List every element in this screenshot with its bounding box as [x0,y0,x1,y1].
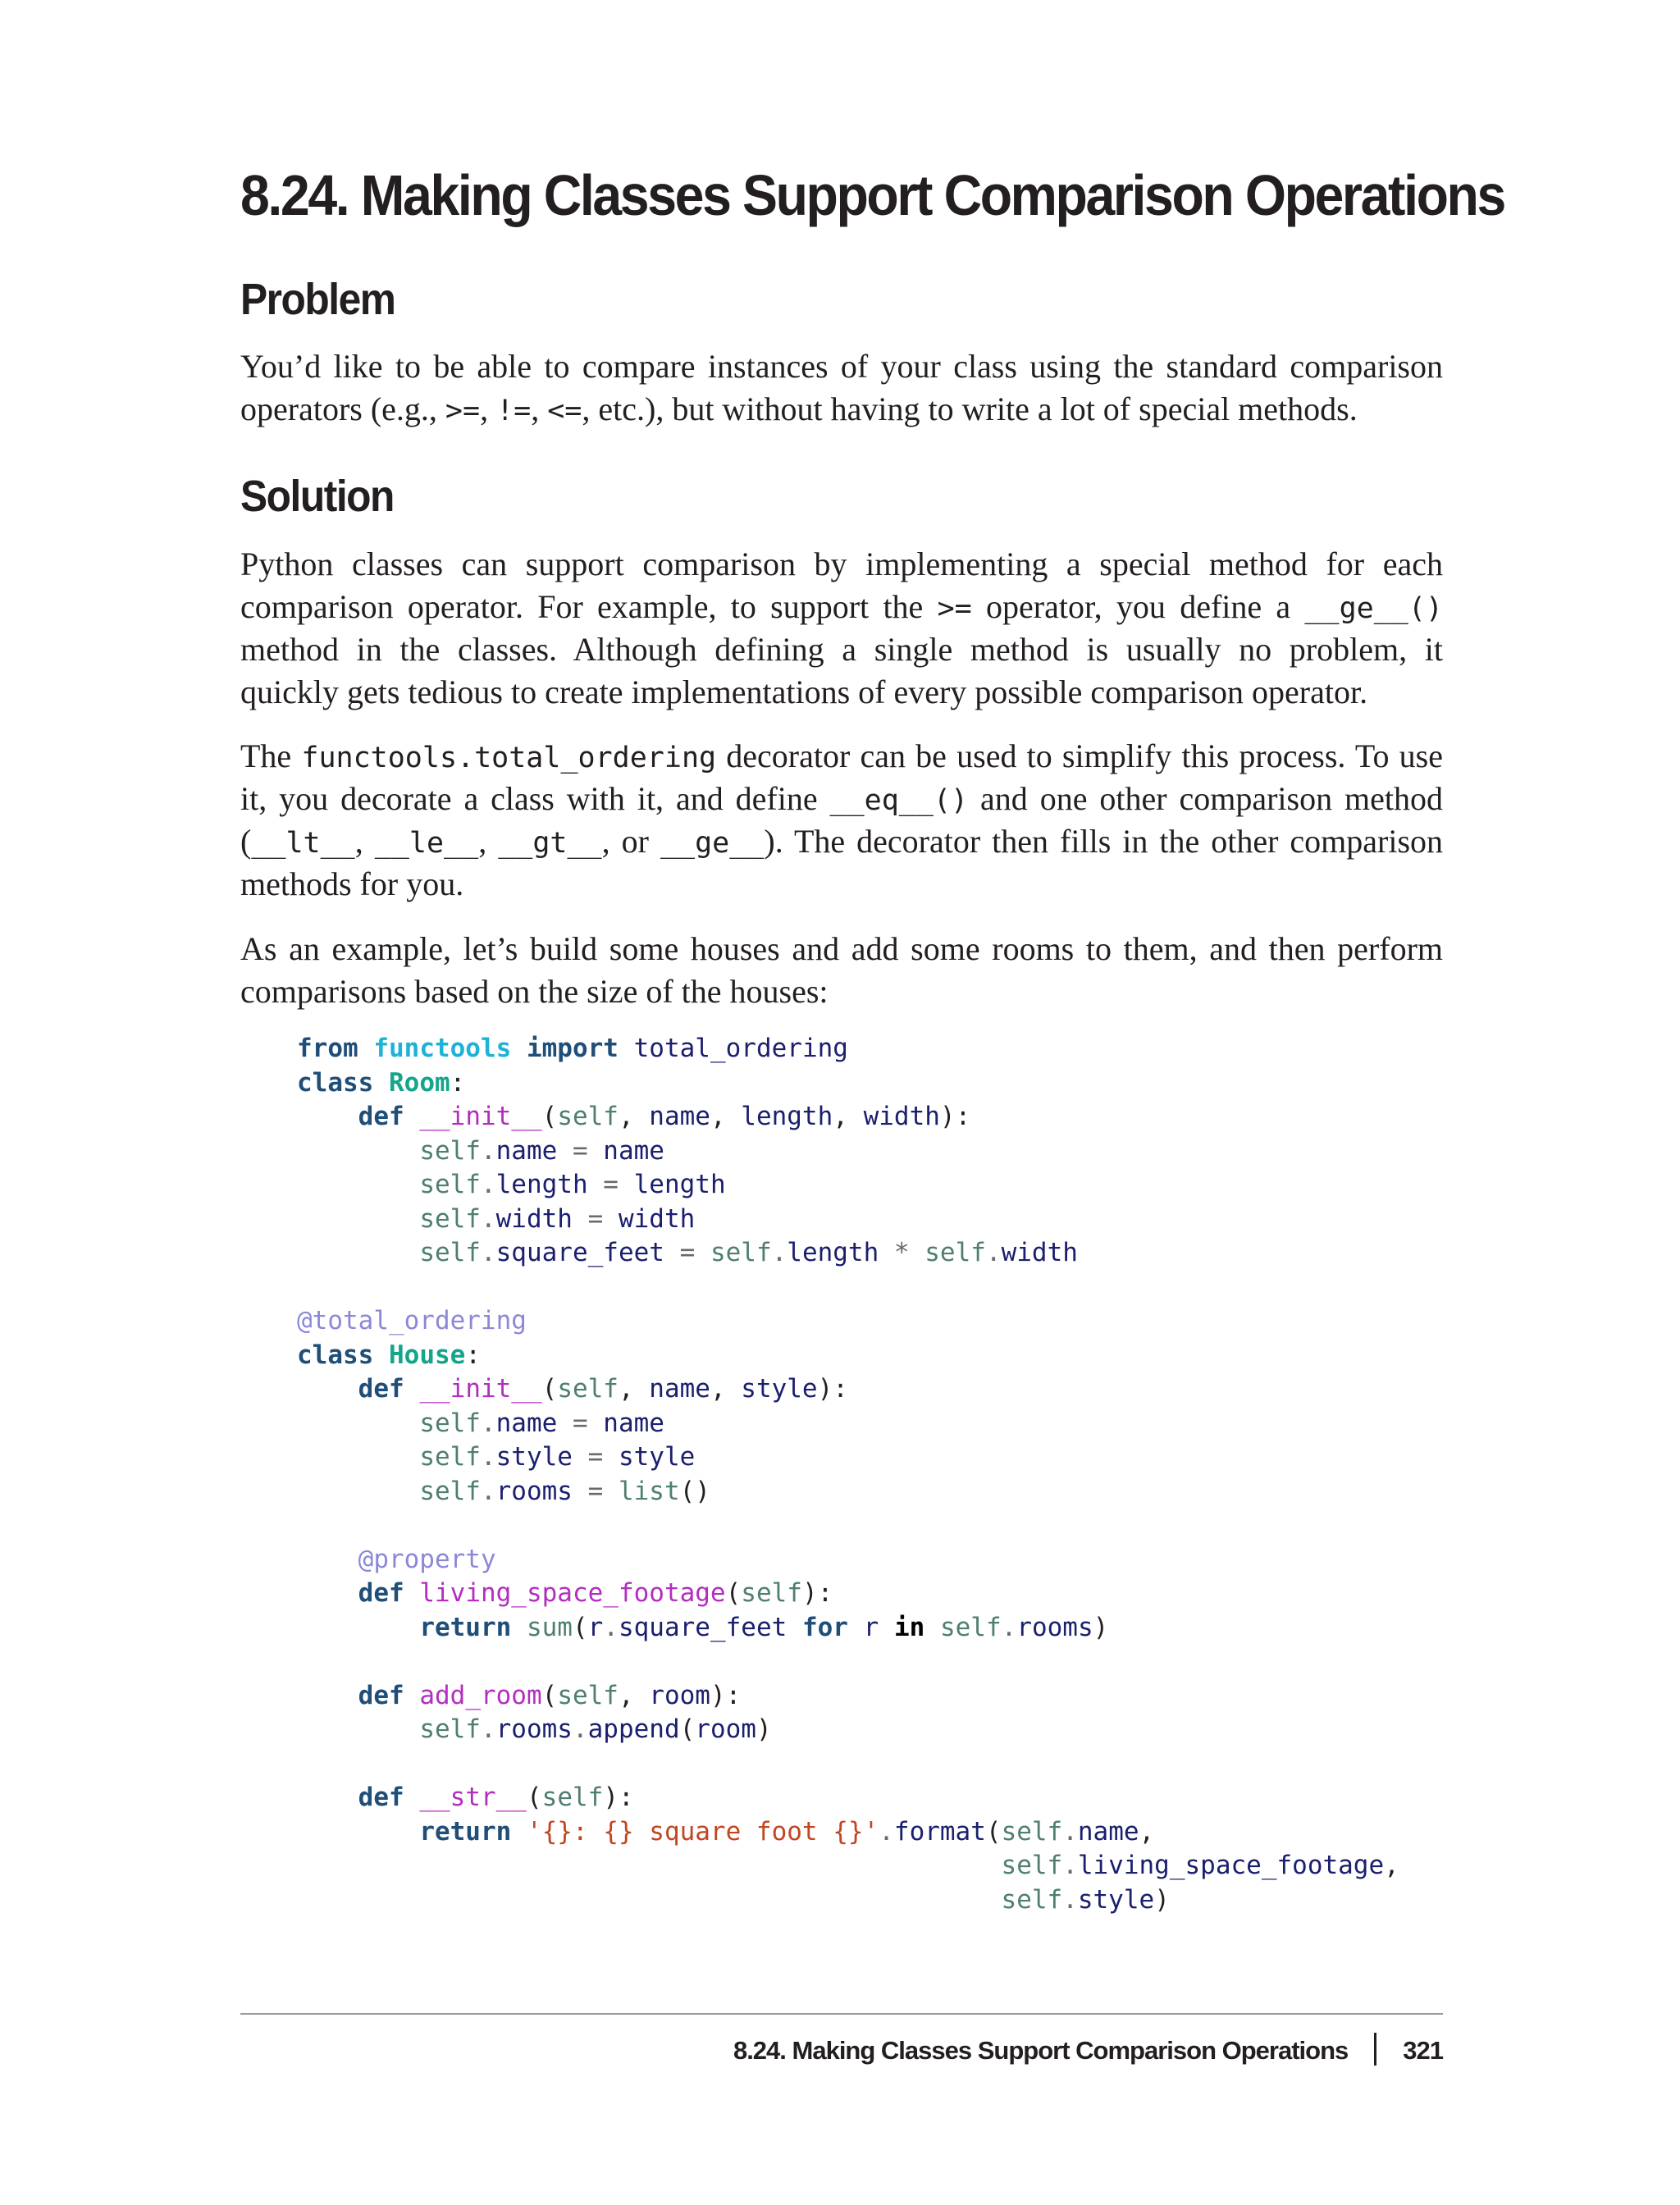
code-token: rooms [495,1476,573,1506]
code-token: . [1062,1884,1078,1915]
text-line [240,735,1443,778]
code-line [297,1815,1399,1850]
code-line [297,1372,1399,1407]
code-token: ( [541,1102,558,1131]
code-token: = [587,1170,634,1199]
code-token: ): [801,1578,833,1608]
text-run: method in the classes. Although defining a single method is usually no problem, it [240,631,1443,668]
code-token: square_feet [618,1612,788,1642]
code-token: from [297,1034,358,1063]
solution-heading: Solution [240,472,394,521]
code-line [297,1781,1399,1815]
text-run: it, you decorate a class with it, and define [240,780,830,817]
code-token: ) [1154,1884,1170,1915]
text-run: , or [601,823,660,860]
code-token: r [863,1612,879,1642]
code-token: = [664,1238,710,1267]
text-run: comparison operator. For example, to support the [240,588,938,625]
code-token: self [939,1612,1002,1642]
code-token: self [541,1783,604,1812]
text-line [240,388,1443,431]
text-line [240,928,1443,970]
problem-heading: Problem [240,275,395,324]
code-token: , [833,1102,864,1131]
solution-paragraph-3 [240,928,1443,1013]
code-token: self [741,1578,802,1608]
code-token: sum [526,1612,573,1642]
text-run: operators (e.g., [240,390,445,427]
code-token [511,1613,527,1642]
code-token: self [419,1714,481,1744]
code-token: . [771,1238,788,1267]
code-token: () [679,1476,710,1506]
code-token [297,1613,419,1642]
text-line [240,820,1443,863]
text-run: , etc.), but without having to write a lot of special methods. [582,390,1358,427]
code-token: : [450,1067,466,1098]
code-token [297,1136,419,1166]
code-token: self [557,1102,619,1131]
code-token: width [495,1203,573,1234]
code-token [373,1340,389,1370]
code-token: ( [679,1714,696,1744]
code-token [297,1783,358,1812]
code-token [404,1578,420,1608]
code-line [297,1849,1399,1883]
code-token: square_feet [495,1238,664,1267]
page-number: 321 [1403,2036,1443,2065]
text-run: , [354,823,375,860]
code-line [297,1577,1399,1611]
code-token: import [526,1034,619,1063]
code-token: total_ordering [633,1034,848,1063]
code-token: ( [725,1578,742,1608]
code-token: . [1062,1851,1078,1880]
code-line [297,1304,1399,1339]
code-token: , [618,1102,650,1131]
code-token: return [419,1816,512,1847]
code-token: self [557,1374,619,1404]
code-token: self [924,1238,986,1267]
code-token: ) [756,1714,772,1744]
code-token: = [572,1442,619,1472]
code-token: r [587,1612,604,1642]
code-listing [297,1032,1399,1917]
code-token: @total_ordering [297,1306,527,1335]
code-line [297,1747,1399,1782]
code-token: ( [541,1374,558,1404]
code-token: for [801,1612,848,1642]
code-line [297,1100,1399,1134]
code-token: functools [373,1034,512,1063]
code-token: in [893,1612,925,1642]
code-token: ( [985,1816,1002,1847]
code-token: self [419,1203,481,1234]
code-line [297,1271,1399,1305]
code-token [297,1545,358,1574]
code-token: class [297,1067,374,1098]
code-token: , [1139,1816,1155,1847]
code-token: list [618,1476,680,1506]
code-token: def [358,1374,404,1404]
code-token: , [618,1680,650,1710]
code-token: ) [1093,1612,1109,1642]
code-token: : [465,1340,481,1370]
code-token: House [389,1340,466,1370]
solution-paragraph-2 [240,735,1443,906]
code-token: self [419,1408,481,1438]
code-token [373,1068,389,1098]
code-token: . [480,1476,496,1506]
text-line [240,778,1443,820]
code-token: style [618,1442,696,1472]
text-run: Python classes can support comparison by implementing a special method for each [240,546,1443,582]
code-line [297,1679,1399,1714]
code-token [297,1102,358,1131]
code-line [297,1713,1399,1747]
text-line [240,671,1443,714]
code-token: self [1001,1851,1063,1880]
problem-paragraph [240,345,1443,431]
text-line [240,543,1443,586]
footer-separator [1374,2033,1376,2066]
code-token [297,1442,419,1472]
code-token: '{}: {} square foot {}' [526,1816,879,1847]
code-token: , [710,1374,742,1404]
text-run: ). The decorator then fills in the other comparison [764,823,1444,860]
code-token: . [480,1238,496,1267]
text-run: The [240,737,302,774]
text-run: methods for you. [240,865,464,902]
code-token [511,1034,527,1063]
code-token: self [419,1238,481,1267]
code-token [297,1408,419,1438]
code-token: name [495,1135,558,1166]
code-token: class [297,1340,374,1370]
text-line [240,970,1443,1013]
code-line [297,1543,1399,1577]
text-run: As an example, let’s build some houses and add some rooms to them, and then perform [240,930,1443,967]
code-token: return [419,1612,512,1642]
code-token [297,1374,358,1404]
code-token: living_space_footage [1077,1851,1385,1880]
code-line [297,1440,1399,1475]
code-token [511,1817,527,1847]
text-run: You’d like to be able to compare instances of your class using the standard comparison [240,348,1443,385]
code-token: . [480,1203,496,1234]
code-token: , [710,1102,742,1131]
solution-paragraph-1 [240,543,1443,714]
text-run: comparisons based on the size of the houses: [240,973,829,1010]
running-head: 8.24. Making Classes Support Comparison Operations [733,2036,1349,2065]
inline-code: functools.total_ordering [301,742,717,774]
code-token: room [695,1714,756,1744]
code-token: Room [389,1067,450,1098]
code-token: style [1077,1884,1155,1915]
code-token [404,1102,420,1131]
code-token [879,1613,894,1642]
code-token [619,1034,634,1063]
code-token: , [1384,1851,1399,1880]
code-line [297,1339,1399,1373]
code-token: add_room [419,1680,542,1710]
text-line [240,586,1443,628]
text-line [240,628,1443,671]
code-token [297,1170,419,1199]
text-run: , [480,390,497,427]
code-token: __init__ [419,1102,542,1131]
code-token: self [1001,1816,1063,1847]
code-token: . [1001,1612,1017,1642]
code-token: . [480,1135,496,1166]
code-token: = [572,1476,619,1506]
code-token: def [358,1102,404,1131]
code-token [297,1851,1002,1880]
code-line [297,1066,1399,1101]
code-token: style [741,1374,818,1404]
code-token: style [495,1442,573,1472]
code-token: = [572,1203,619,1234]
code-token: ): [939,1102,971,1131]
code-line [297,1236,1399,1271]
code-token [404,1783,420,1812]
code-token: width [618,1203,696,1234]
code-token: self [419,1135,481,1166]
text-run: ( [240,823,252,860]
code-token [297,1578,358,1608]
code-token: format [893,1816,986,1847]
text-run: quickly gets tedious to create implementations of every possible comparison operator. [240,673,1368,710]
code-token: self [1001,1884,1063,1915]
code-token: rooms [495,1714,573,1744]
code-token: def [358,1578,404,1608]
code-line [297,1134,1399,1169]
code-line [297,1407,1399,1441]
code-token: ( [526,1783,542,1812]
text-run: decorator can be used to simplify this process. To use [716,737,1443,774]
code-token [924,1613,940,1642]
inline-code: != [496,395,532,427]
inline-code: __ge__ [660,827,765,860]
text-line [240,345,1443,388]
text-run: , [478,823,499,860]
code-token: living_space_footage [419,1578,726,1608]
code-line [297,1475,1399,1509]
code-token: name [649,1102,710,1131]
code-token: __str__ [419,1783,527,1812]
code-token: . [603,1612,619,1642]
inline-code: __ge__() [1304,592,1443,625]
code-token [404,1374,420,1404]
code-line [297,1032,1399,1066]
code-token: self [419,1442,481,1472]
code-token [297,1885,1002,1915]
code-token: . [480,1714,496,1744]
code-token: , [618,1374,650,1404]
code-token: length [633,1170,726,1199]
code-line [297,1611,1399,1646]
code-token [848,1613,864,1642]
code-token [297,1204,419,1234]
code-token: append [587,1714,680,1744]
inline-code: __eq__() [829,784,969,817]
text-line [240,863,1443,906]
code-token: = [557,1408,604,1438]
code-token [297,1714,419,1744]
page-footer [733,2033,1443,2066]
code-token: . [1062,1816,1078,1847]
code-line [297,1168,1399,1203]
code-token: @property [358,1544,496,1574]
code-token: name [603,1135,664,1166]
code-token: . [572,1714,588,1744]
code-token [787,1613,802,1642]
code-token: self [557,1680,619,1710]
code-token: . [480,1442,496,1472]
inline-code: >= [937,592,972,625]
code-line [297,1203,1399,1237]
code-token: self [710,1238,772,1267]
code-token: ): [603,1783,634,1812]
code-token: def [358,1680,404,1710]
code-token: length [495,1170,588,1199]
code-token: ( [541,1680,558,1710]
inline-code: __gt__ [498,827,602,860]
code-token: name [603,1408,664,1438]
code-token [358,1034,374,1063]
inline-code: __lt__ [251,827,355,860]
inline-code: <= [547,395,582,427]
code-token: ): [710,1680,742,1710]
code-token: rooms [1016,1612,1093,1642]
code-token: . [879,1816,894,1847]
code-token: width [1001,1238,1078,1267]
code-token: width [863,1102,940,1131]
code-token: ( [572,1612,588,1642]
text-run: operator, you define a [971,588,1305,625]
code-token: __init__ [419,1374,542,1404]
code-token: ): [817,1374,848,1404]
section-title: 8.24. Making Classes Support Comparison Operations [240,163,1504,227]
code-token: room [649,1680,710,1710]
code-token [297,1238,419,1267]
code-token: . [480,1170,496,1199]
code-token: . [985,1238,1002,1267]
text-run: and one other comparison method [968,780,1443,817]
code-token [297,1477,419,1506]
code-token: length [741,1102,833,1131]
code-token: name [495,1408,558,1438]
code-token: self [419,1170,481,1199]
code-token: . [480,1408,496,1438]
code-token: name [1077,1816,1139,1847]
code-token: length [787,1238,879,1267]
footer-rule [240,2013,1443,2015]
text-run: , [531,390,548,427]
code-token: self [419,1476,481,1506]
code-token: = [557,1135,604,1166]
code-line [297,1645,1399,1679]
inline-code: >= [445,395,481,427]
code-token: def [358,1783,404,1812]
code-token: name [649,1374,710,1404]
code-line [297,1883,1399,1918]
inline-code: __le__ [374,827,479,860]
code-line [297,1509,1399,1543]
code-token [297,1817,419,1847]
code-token [404,1681,420,1710]
code-token [297,1681,358,1710]
code-token: * [879,1238,925,1267]
